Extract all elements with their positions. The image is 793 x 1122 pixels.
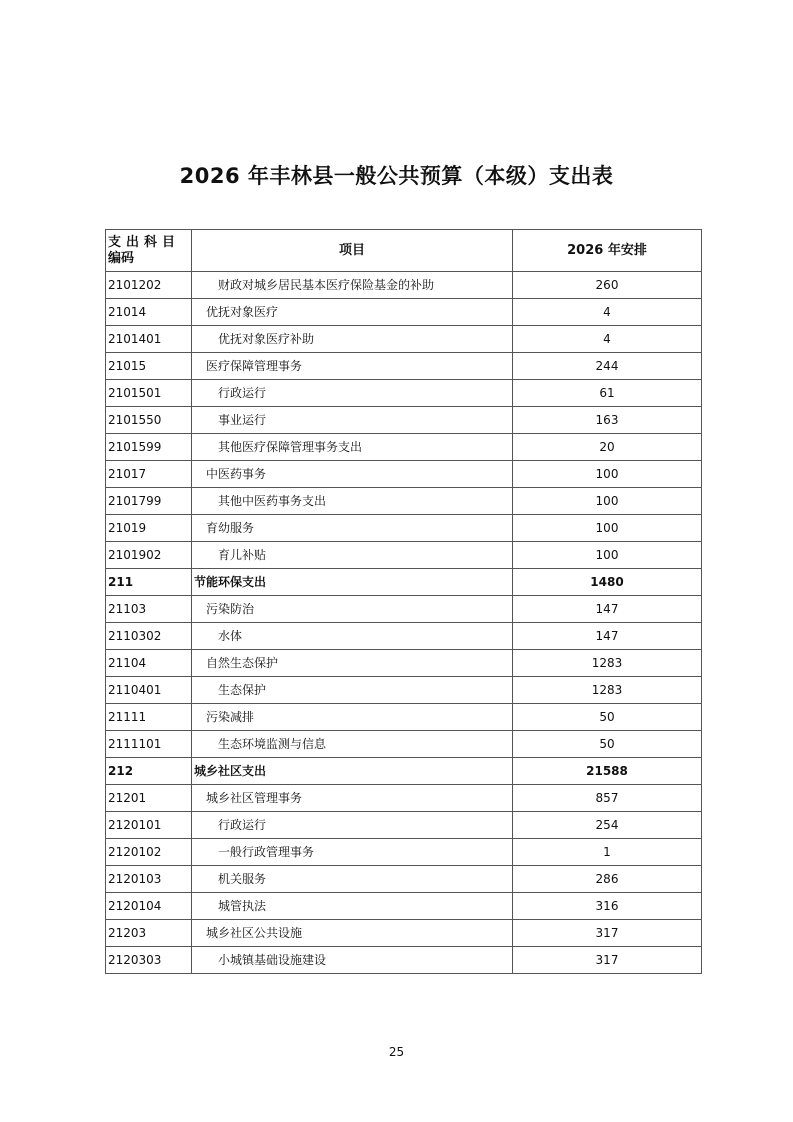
cell-item: 优抚对象医疗 <box>192 299 513 326</box>
cell-code: 21019 <box>106 515 192 542</box>
cell-code: 2120102 <box>106 839 192 866</box>
table-header-row <box>106 230 702 272</box>
cell-code: 2110302 <box>106 623 192 650</box>
cell-item: 城管执法 <box>192 893 513 920</box>
header-item: 项目 <box>192 230 513 272</box>
table-row <box>106 353 702 380</box>
cell-amount: 1283 <box>513 650 702 677</box>
cell-amount: 163 <box>513 407 702 434</box>
table-row <box>106 947 702 974</box>
cell-amount: 1480 <box>513 569 702 596</box>
cell-code: 2120104 <box>106 893 192 920</box>
table-row <box>106 596 702 623</box>
cell-amount: 61 <box>513 380 702 407</box>
page-title: 2026 年丰林县一般公共预算（本级）支出表 <box>179 164 614 188</box>
cell-item: 育幼服务 <box>192 515 513 542</box>
cell-code: 2110401 <box>106 677 192 704</box>
table-row <box>106 677 702 704</box>
table-row <box>106 434 702 461</box>
table-row <box>106 272 702 299</box>
page-number: 25 <box>388 1045 405 1059</box>
cell-code: 21111 <box>106 704 192 731</box>
cell-amount: 857 <box>513 785 702 812</box>
cell-amount: 100 <box>513 542 702 569</box>
cell-item: 污染减排 <box>192 704 513 731</box>
cell-item: 节能环保支出 <box>192 569 513 596</box>
cell-amount: 244 <box>513 353 702 380</box>
cell-item: 财政对城乡居民基本医疗保险基金的补助 <box>192 272 513 299</box>
table-row-section <box>106 758 702 785</box>
cell-code: 21201 <box>106 785 192 812</box>
cell-amount: 317 <box>513 947 702 974</box>
cell-code: 2120103 <box>106 866 192 893</box>
cell-amount: 254 <box>513 812 702 839</box>
cell-amount: 100 <box>513 461 702 488</box>
cell-item: 一般行政管理事务 <box>192 839 513 866</box>
cell-amount: 286 <box>513 866 702 893</box>
cell-item: 污染防治 <box>192 596 513 623</box>
cell-amount: 4 <box>513 326 702 353</box>
cell-code: 2101799 <box>106 488 192 515</box>
cell-item: 城乡社区公共设施 <box>192 920 513 947</box>
cell-amount: 317 <box>513 920 702 947</box>
table-row-section <box>106 569 702 596</box>
cell-item: 水体 <box>192 623 513 650</box>
cell-code: 21017 <box>106 461 192 488</box>
cell-amount: 50 <box>513 731 702 758</box>
cell-code: 2101902 <box>106 542 192 569</box>
table-row <box>106 407 702 434</box>
cell-code: 21104 <box>106 650 192 677</box>
cell-amount: 1283 <box>513 677 702 704</box>
table-row <box>106 515 702 542</box>
budget-table <box>105 229 702 974</box>
table-row <box>106 326 702 353</box>
header-code-line2: 编码 <box>108 250 135 266</box>
table-row <box>106 704 702 731</box>
cell-amount: 4 <box>513 299 702 326</box>
table-row <box>106 380 702 407</box>
cell-amount: 21588 <box>513 758 702 785</box>
cell-item: 生态保护 <box>192 677 513 704</box>
cell-item: 育儿补贴 <box>192 542 513 569</box>
table-row <box>106 812 702 839</box>
cell-item: 城乡社区支出 <box>192 758 513 785</box>
cell-code: 211 <box>106 569 192 596</box>
cell-item: 行政运行 <box>192 812 513 839</box>
table-body <box>106 272 702 974</box>
table-row <box>106 866 702 893</box>
cell-code: 21203 <box>106 920 192 947</box>
cell-amount: 1 <box>513 839 702 866</box>
cell-amount: 100 <box>513 515 702 542</box>
cell-item: 事业运行 <box>192 407 513 434</box>
cell-code: 21103 <box>106 596 192 623</box>
cell-item: 生态环境监测与信息 <box>192 731 513 758</box>
cell-amount: 147 <box>513 623 702 650</box>
cell-code: 2101202 <box>106 272 192 299</box>
table-row <box>106 893 702 920</box>
cell-code: 2101401 <box>106 326 192 353</box>
cell-code: 2120101 <box>106 812 192 839</box>
header-amount: 2026 年安排 <box>513 230 702 272</box>
table-row <box>106 542 702 569</box>
cell-item: 小城镇基础设施建设 <box>192 947 513 974</box>
cell-item: 中医药事务 <box>192 461 513 488</box>
cell-item: 自然生态保护 <box>192 650 513 677</box>
cell-item: 医疗保障管理事务 <box>192 353 513 380</box>
cell-amount: 147 <box>513 596 702 623</box>
table-row <box>106 731 702 758</box>
table-row <box>106 623 702 650</box>
cell-item: 行政运行 <box>192 380 513 407</box>
table-row <box>106 650 702 677</box>
table-row <box>106 920 702 947</box>
table-row <box>106 461 702 488</box>
table-row <box>106 785 702 812</box>
cell-amount: 316 <box>513 893 702 920</box>
cell-item: 城乡社区管理事务 <box>192 785 513 812</box>
cell-amount: 260 <box>513 272 702 299</box>
cell-code: 212 <box>106 758 192 785</box>
cell-code: 2111101 <box>106 731 192 758</box>
cell-amount: 20 <box>513 434 702 461</box>
table-row <box>106 299 702 326</box>
cell-code: 2101550 <box>106 407 192 434</box>
cell-amount: 50 <box>513 704 702 731</box>
header-code-line1: 支出科目 <box>108 234 181 250</box>
cell-code: 21015 <box>106 353 192 380</box>
cell-code: 2101599 <box>106 434 192 461</box>
cell-item: 机关服务 <box>192 866 513 893</box>
header-code <box>106 230 192 272</box>
table-row <box>106 488 702 515</box>
cell-item: 其他中医药事务支出 <box>192 488 513 515</box>
cell-code: 2101501 <box>106 380 192 407</box>
table-row <box>106 839 702 866</box>
cell-amount: 100 <box>513 488 702 515</box>
cell-code: 2120303 <box>106 947 192 974</box>
cell-item: 优抚对象医疗补助 <box>192 326 513 353</box>
cell-item: 其他医疗保障管理事务支出 <box>192 434 513 461</box>
cell-code: 21014 <box>106 299 192 326</box>
